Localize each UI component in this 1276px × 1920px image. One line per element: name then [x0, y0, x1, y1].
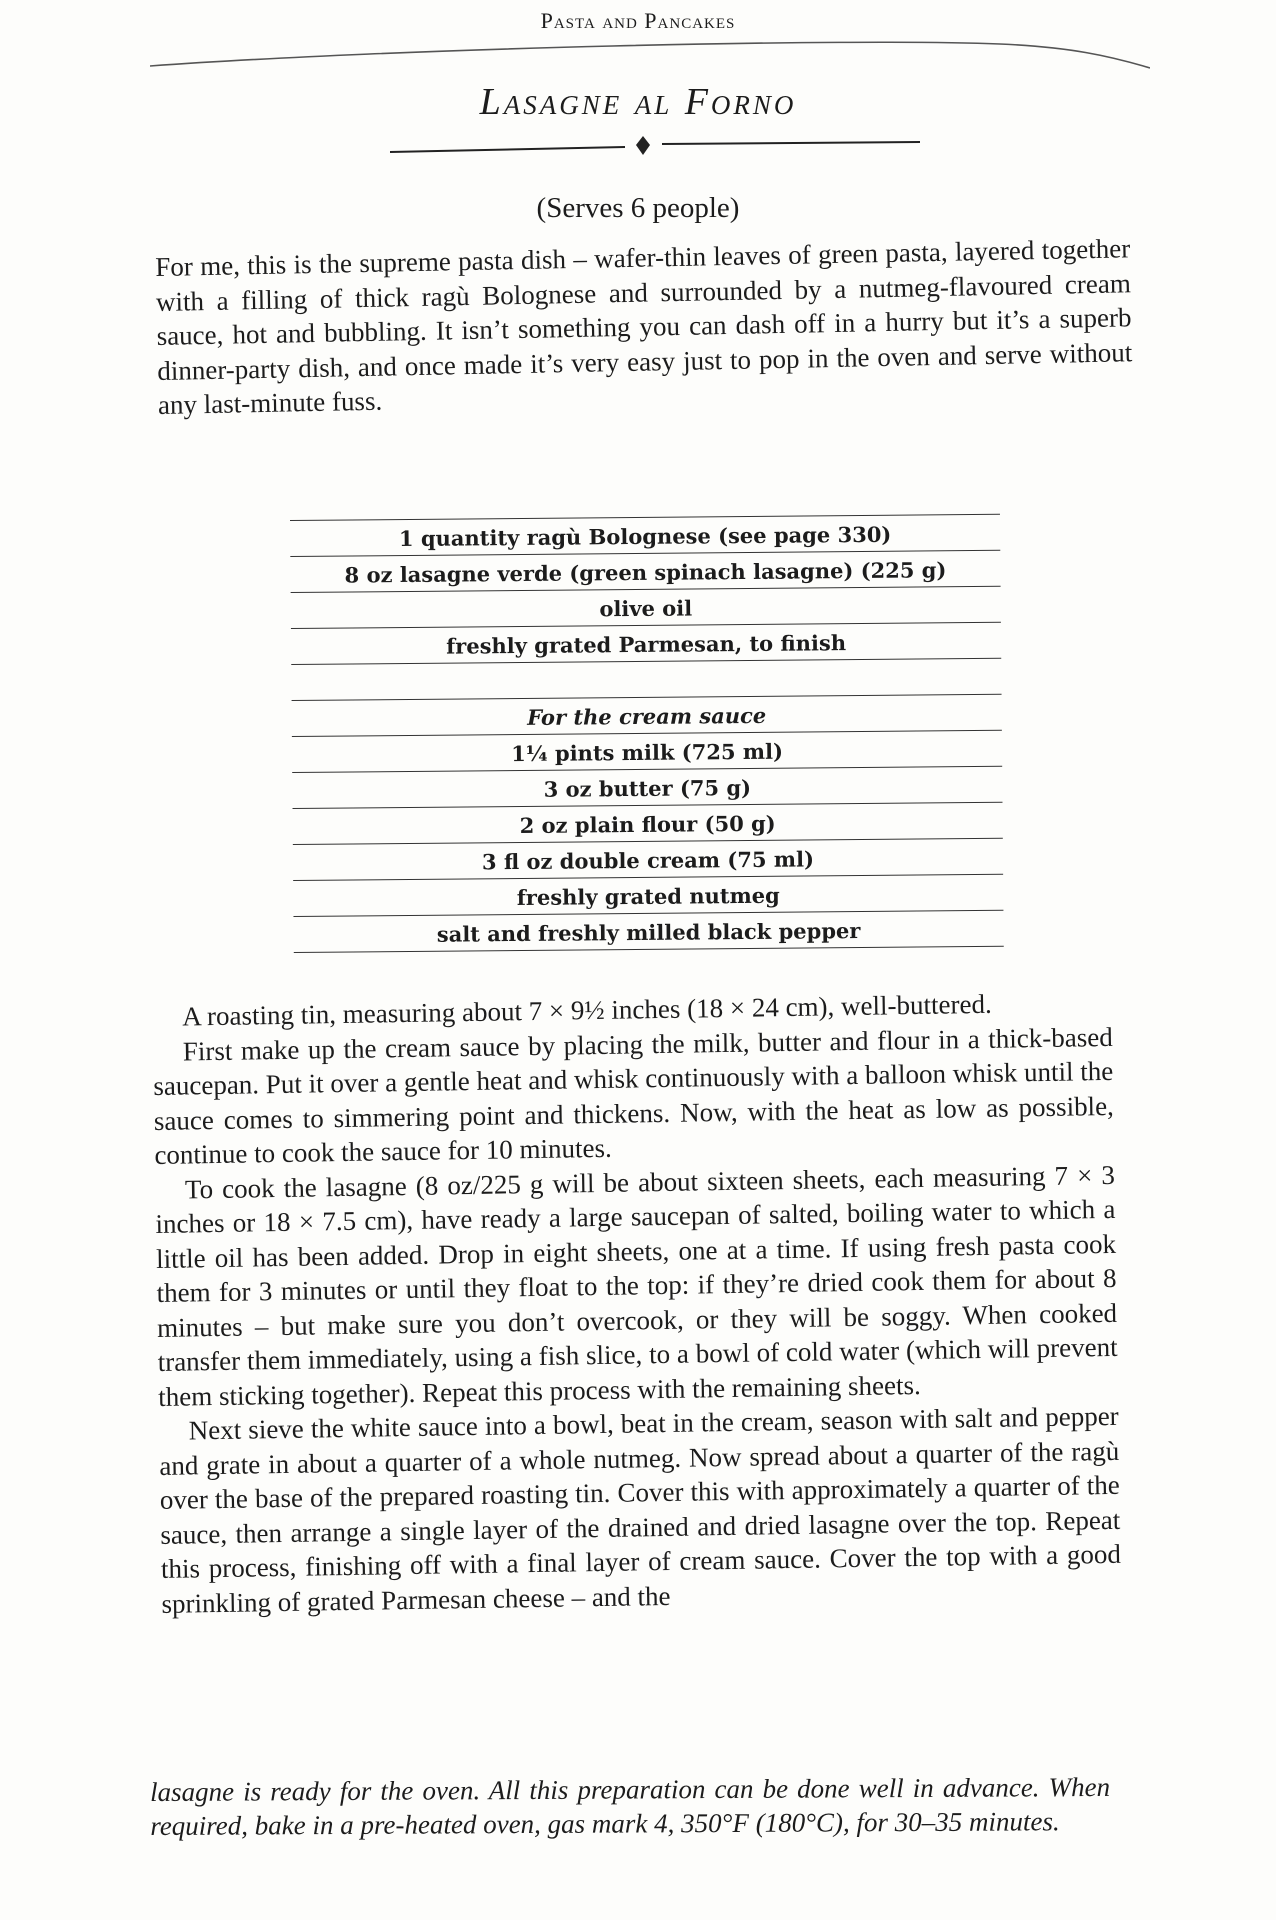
ingredient-row: 2 oz plain flour (50 g) — [293, 802, 1003, 844]
running-head: Pasta and Pancakes — [540, 8, 736, 33]
cream-sauce-heading: For the cream sauce — [292, 694, 1002, 736]
method-paragraph: Next sieve the white sauce into a bowl, beat in the cream, season with salt and pepper and grate in about a quarter of a whole nutmeg. Now spread about a quarter of the ragù over the base of the prepared roasting tin. Cover this with approximately a quarter of the sauce, then arrange a single layer of the drained and dried lasagne over the top. Repeat this process, finishing off with a final layer of cream sauce. Cover the top with a good sprinkling of grated Parmesan cheese – and the — [159, 1400, 1122, 1619]
ingredient-row: freshly grated Parmesan, to finish — [291, 622, 1001, 664]
method-paragraph: To cook the lasagne (8 oz/225 g will be about sixteen sheets, each measuring 7 × 3 inches or 18 × 7.5 cm), have ready a large saucepan of salted, boiling water to which a little oil has been added. Drop in eight sheets, one at a time. If using fresh pasta cook them for 3 minutes or until they float to the top: if they’re dried cook them for about 8 minutes – but make sure you don’t overcook, or they will be soggy. When cooked transfer them immediately, using a fish slice, to a bowl of cold water (which will prevent them sticking together). Repeat this process with the remaining sheets. — [155, 1159, 1118, 1412]
intro-paragraph: For me, this is the supreme pasta dish – wafer-thin leaves of green pasta, layered together with a filling of thick ragù Bolognese and surrounded by a nutmeg-flavoured cream sauce, hot and bubbling. It isn’t something you can dash off in a hurry but it’s a superb dinner-party dish, and once made it’s very easy just to pop in the oven and serve without any last-minute fuss. — [155, 233, 1133, 420]
ingredient-row: 8 oz lasagne verde (green spinach lasagne) (225 g) — [290, 550, 1000, 592]
recipe-title: Lasagne al Forno — [479, 81, 797, 123]
ingredient-row: 1 quantity ragù Bolognese (see page 330) — [290, 514, 1000, 556]
diamond-divider-icon — [390, 130, 920, 160]
ingredient-row: 3 fl oz double cream (75 ml) — [293, 838, 1003, 880]
ingredient-row: salt and freshly milled black pepper — [293, 910, 1003, 953]
ingredient-row: 1¼ pints milk (725 ml) — [292, 730, 1002, 772]
method-paragraph: A roasting tin, measuring about 7 × 9½ inches (18 × 24 cm), well-buttered. — [182, 988, 992, 1032]
serves-note: (Serves 6 people) — [536, 192, 740, 224]
ingredient-row: 3 oz butter (75 g) — [292, 766, 1002, 808]
final-paragraph: lasagne is ready for the oven. All this preparation can be done well in advance. When required, bake in a pre-heated oven, gas mark 4, 350°F (180°C), for 30–35 minutes. — [150, 1771, 1111, 1841]
ingredient-row: olive oil — [291, 586, 1001, 628]
ingredient-row: freshly grated nutmeg — [293, 874, 1003, 916]
method-section — [152, 985, 1122, 1621]
method-paragraph: First make up the cream sauce by placing the milk, butter and flour in a thick-based saucepan. Put it over a gentle heat and whisk continuously with a balloon whisk until the sauce comes to simmering point and thickens. Now, with the heat as low as possible, continue to cook the sauce for 10 minutes. — [153, 1021, 1115, 1170]
ingredient-spacer — [291, 658, 1001, 700]
ingredients-table — [290, 514, 1004, 953]
